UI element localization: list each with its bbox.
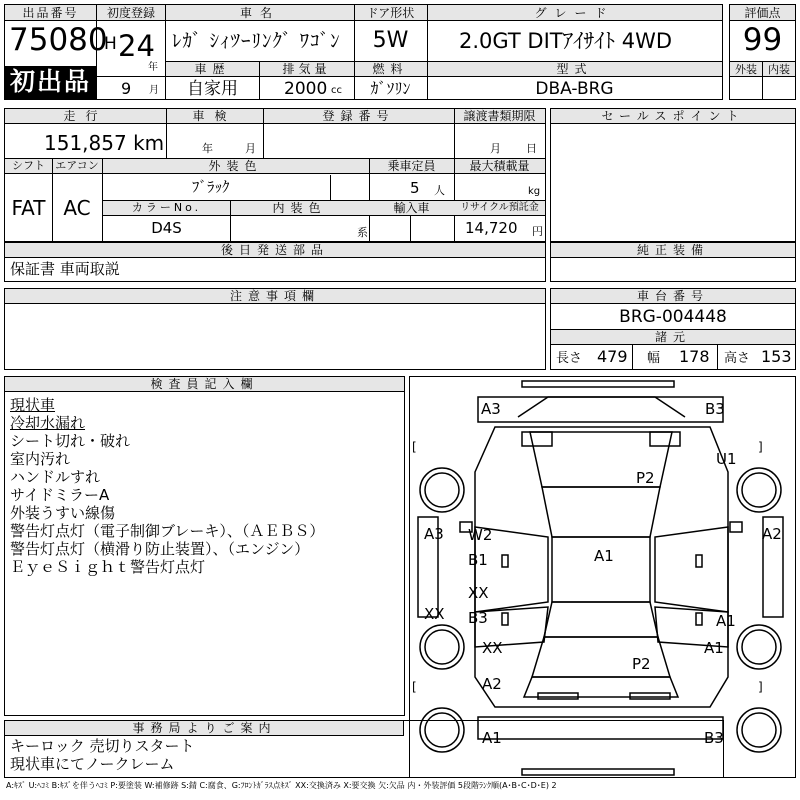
- inspector-line: ＥｙｅＳｉｇｈｔ警告灯点灯: [10, 558, 206, 576]
- shift-value: FAT: [11, 196, 46, 220]
- ac-label: エアコン: [55, 159, 99, 172]
- load-label: 最大積載量: [469, 159, 530, 173]
- reg-no-label: 登録番号: [322, 109, 395, 123]
- transfer-month-unit: 月: [490, 142, 501, 155]
- reg-year: 24: [118, 29, 155, 63]
- interior-color-label: 内装色: [272, 201, 327, 215]
- displacement-label: 排気量: [282, 62, 331, 76]
- inspector-line: シート切れ・破れ: [10, 432, 131, 450]
- inspector-line: 警告灯点灯（横滑り防止装置）、（エンジン）: [10, 540, 310, 558]
- lot-number: 75080: [9, 22, 108, 58]
- color-label: 外装色: [208, 159, 263, 173]
- car-name: ﾚｶﾞ ｼｨﾂｰﾘﾝｸﾞ ﾜｺﾞﾝ: [172, 30, 341, 52]
- inspector-line: 室内汚れ: [10, 450, 71, 468]
- svg-text:[: [: [412, 680, 417, 694]
- office-label: 事務局よりご案内: [132, 721, 277, 735]
- svg-text:]: ]: [758, 440, 763, 454]
- svg-text:B1: B1: [468, 551, 488, 569]
- person-unit: 人: [434, 184, 445, 197]
- sales-point-section: [550, 108, 796, 242]
- score-value: 99: [742, 22, 783, 58]
- inspector-line: 冷却水漏れ: [10, 414, 86, 432]
- svg-text:A2: A2: [762, 525, 782, 543]
- shift-label: シフト: [12, 159, 45, 172]
- svg-text:P2: P2: [632, 655, 651, 673]
- fuel-label: 燃料: [372, 62, 409, 76]
- kg-unit: kg: [528, 186, 541, 197]
- mileage-label: 走行: [63, 109, 108, 123]
- inspection-label: 車検: [192, 109, 237, 123]
- mileage-value: 151,857 km: [44, 131, 165, 155]
- grade: 2.0GT DITｱｲｻｲﾄ 4WD: [459, 29, 673, 53]
- svg-text:A1: A1: [594, 547, 614, 565]
- reg-month: 9: [121, 79, 132, 98]
- recycle-label: リサイクル預託金: [460, 202, 539, 213]
- inspector-line: ハンドルすれ: [10, 468, 101, 486]
- car-name-label: 車名: [239, 6, 280, 20]
- inspector-line: 外装うすい線傷: [10, 504, 116, 522]
- svg-text:U1: U1: [716, 450, 737, 468]
- svg-text:W2: W2: [468, 526, 493, 544]
- office-line: キーロック 売切りスタート: [10, 737, 195, 755]
- svg-text:B3: B3: [704, 729, 724, 747]
- color-no-value: D4S: [151, 219, 182, 237]
- month-unit: 月: [149, 85, 159, 96]
- score-label: 評価点: [744, 6, 781, 20]
- inspector-line: 警告灯点灯（電子制御ブレーキ）、（ＡＥＢＳ）: [10, 522, 325, 540]
- model-value: DBA-BRG: [535, 79, 614, 99]
- height-label: 高さ: [724, 351, 751, 366]
- svg-text:A3: A3: [424, 525, 444, 543]
- svg-text:A3: A3: [481, 400, 501, 418]
- door-label: ドア形状: [366, 6, 415, 20]
- svg-text:[: [: [412, 440, 417, 454]
- svg-text:B3: B3: [468, 609, 488, 627]
- svg-text:P2: P2: [636, 469, 655, 487]
- first-reg-label: 初度登録: [106, 6, 155, 20]
- chassis-label: 車台番号: [636, 289, 709, 303]
- svg-text:B3: B3: [705, 400, 725, 418]
- chassis-value: BRG-004448: [619, 307, 727, 327]
- interior-label: 内装: [768, 63, 790, 76]
- ac-value: AC: [63, 196, 91, 220]
- inspector-line: サイドミラーA: [10, 486, 110, 504]
- svg-text:XX: XX: [482, 639, 503, 657]
- yen-unit: 円: [532, 225, 543, 238]
- svg-text:XX: XX: [468, 584, 489, 602]
- lot-label: 出品番号: [22, 6, 79, 20]
- model-label: 型式: [556, 62, 593, 76]
- history-label: 車歴: [194, 62, 231, 76]
- capacity-value: 5: [410, 179, 420, 197]
- capacity-label: 乗車定員: [387, 159, 436, 173]
- era: H: [104, 34, 117, 54]
- color-value: ﾌﾞﾗｯｸ: [192, 178, 230, 196]
- genuine-label: 純正装備: [636, 243, 709, 257]
- kei-unit: 系: [357, 226, 368, 239]
- grade-label: グレード: [534, 6, 615, 20]
- svg-text:A1: A1: [716, 612, 736, 630]
- svg-text:]: ]: [758, 680, 763, 694]
- inspector-label: 検査員記入欄: [150, 377, 259, 391]
- svg-text:A2: A2: [482, 675, 502, 693]
- legend-text: A:ｷｽﾞ U:ﾍｺﾐ B:ｷｽﾞを伴うﾍｺﾐ P:要塗装 W:補修跡 S:錆 C:腐食、G:ﾌﾛﾝﾄｶﾞﾗｽ点ｷｽﾞ XX:交換済み X:要交換 欠:欠品 内・外装評価 5段階ﾗﾝｸ順(A･B･C･D･E) 2: [6, 781, 557, 790]
- later-parts-value: 保証書 車両取説: [10, 260, 120, 278]
- length-label: 長さ: [556, 351, 583, 366]
- fuel-value: ｶﾞｿﾘﾝ: [370, 79, 411, 98]
- sales-point-label: セールスポイント: [601, 109, 745, 123]
- notes-label: 注意事項欄: [229, 289, 320, 303]
- displacement-value: 2000: [284, 79, 328, 99]
- length-value: 479: [597, 347, 628, 366]
- inspection-year-unit: 年: [202, 142, 213, 155]
- inspector-notes: [10, 396, 324, 576]
- exterior-label: 外装: [735, 63, 757, 76]
- svg-text:A1: A1: [704, 639, 724, 657]
- dims-label: 諸元: [654, 330, 691, 344]
- later-parts-label: 後日発送部品: [220, 243, 329, 257]
- inspector-line: 現状車: [10, 396, 56, 414]
- history-value: 自家用: [187, 79, 238, 99]
- car-damage-diagram: [410, 377, 795, 777]
- svg-text:A1: A1: [482, 729, 502, 747]
- year-unit: 年: [148, 62, 158, 73]
- office-line: 現状車にてノークレーム: [10, 755, 175, 773]
- recycle-value: 14,720: [465, 219, 518, 237]
- transfer-day-unit: 日: [526, 142, 537, 155]
- color-no-label: カラーNo.: [131, 201, 202, 214]
- import-label: 輸入車: [393, 201, 430, 215]
- inspection-month-unit: 月: [245, 142, 256, 155]
- width-value: 178: [679, 347, 710, 366]
- door-type: 5W: [372, 28, 409, 53]
- cc-unit: cc: [331, 85, 342, 96]
- transfer-label: 譲渡書類期限: [463, 109, 536, 123]
- height-value: 153: [761, 347, 792, 366]
- svg-text:XX: XX: [424, 605, 445, 623]
- first-listing-text: 初出品: [9, 67, 91, 96]
- width-label: 幅: [647, 351, 661, 366]
